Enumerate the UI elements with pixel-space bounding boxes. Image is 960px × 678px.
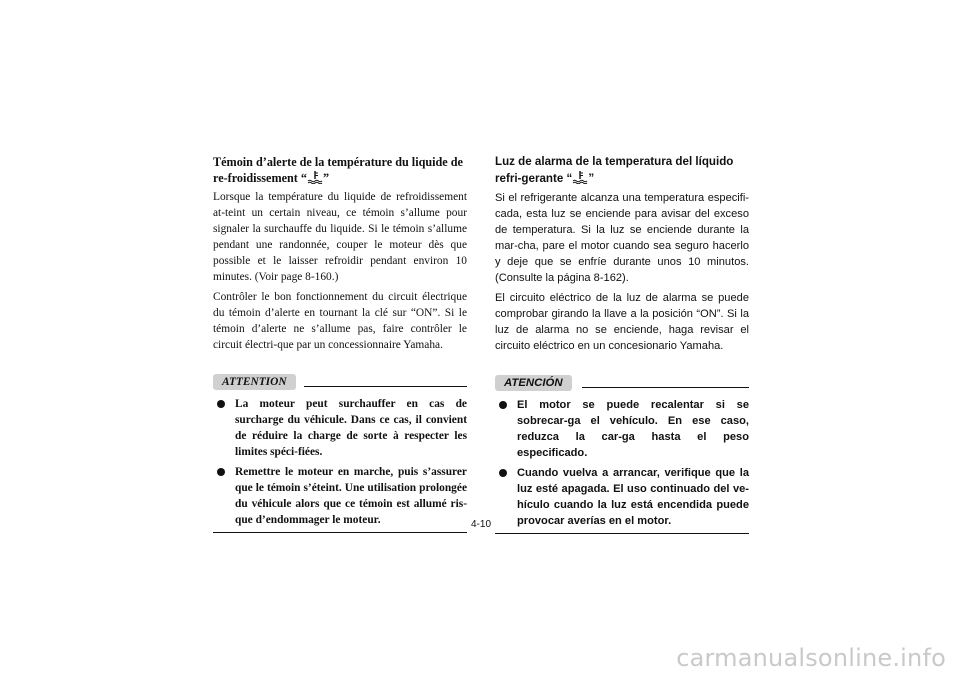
page-number: 4-10 xyxy=(470,519,491,530)
list-item xyxy=(213,396,467,460)
notice-bottom-rule xyxy=(495,533,749,534)
bullet-icon xyxy=(217,400,225,408)
coolant-warning-heading xyxy=(213,154,467,186)
bullet-icon xyxy=(499,401,507,409)
heading-text-end: ” xyxy=(322,171,330,185)
notice-rule xyxy=(304,386,467,387)
body-paragraph: Si el refrigerante alcanza una temperatura especifi-cada, esta luz se enciende para avisar del exceso de temperatura. Si la luz se enciende durante la mar-cha, pare el motor cuando sea seguro hacerlo y deje que se enfríe durante unos 10 minutos. (Consulte la página 8-162). xyxy=(495,192,749,284)
list-item xyxy=(213,464,467,528)
heading-text: Témoin d’alerte de la température du liquide de re-froidissement “ xyxy=(213,155,463,185)
heading-text: Luz de alarma de la temperatura del líquido refri-gerante “ xyxy=(495,155,734,185)
french-column xyxy=(213,154,467,533)
notice-bottom-rule xyxy=(213,532,467,533)
body-paragraph: Lorsque la température du liquide de refroidissement at-teint un certain niveau, ce témoin s’allume pour signaler la surchauffe du liquide. Si le témoin s’allume pendant une randonnée, couper le moteur dès que possible et le laisser refroidir pendant environ 10 minutes. (Voir page 8-160.) xyxy=(213,191,467,283)
heading-text-end: ” xyxy=(588,172,595,185)
bullet-text: Remettre le moteur en marche, puis s’assurer que le témoin s’éteint. Une utilisation prolongée du véhicule alors que ce témoin est allumé ris-que d’endommager le moteur. xyxy=(235,466,467,526)
bullet-text: La moteur peut surchauffer en cas de surcharge du véhicule. Dans ce cas, il convient de réduire la charge de sorte à respecter les limites spéci-fiées. xyxy=(235,398,467,458)
list-item xyxy=(495,397,749,461)
bullet-text: El motor se puede recalentar si se sobrecar-ga el vehículo. En ese caso, reduzca la car-ga hasta el peso especificado. xyxy=(517,399,749,459)
attention-notice xyxy=(213,372,467,533)
bullet-text: Cuando vuelva a arrancar, verifique que la luz esté apagada. El uso continuado del ve-hículo cuando la luz está encendida puede provocar averías en el motor. xyxy=(517,467,749,527)
body-paragraph: El circuito eléctrico de la luz de alarma se puede comprobar girando la llave a la posición “ON”. Si la luz de alarma no se enciende, haga revisar el circuito eléctrico en un concesionario Yamaha. xyxy=(495,292,749,352)
notice-label: ATENCIÓN xyxy=(495,375,572,391)
list-item xyxy=(495,465,749,529)
body-paragraph: Contrôler le bon fonctionnement du circuit électrique du témoin d’alerte en tournant la clé sur “ON”. Si le témoin d’alerte ne s’allume pas, faire contrôler le circuit électri-que par un concessionnaire Yamaha. xyxy=(213,291,467,351)
atencion-notice xyxy=(495,373,749,534)
notice-label: ATTENTION xyxy=(213,374,296,390)
coolant-temperature-icon xyxy=(307,170,323,184)
spanish-column xyxy=(495,154,749,534)
bullet-icon xyxy=(217,468,225,476)
notice-rule xyxy=(582,387,749,388)
watermark: carmanualsonline.info xyxy=(676,644,946,672)
coolant-warning-heading xyxy=(495,154,749,187)
bullet-icon xyxy=(499,469,507,477)
coolant-temperature-icon xyxy=(572,170,588,184)
